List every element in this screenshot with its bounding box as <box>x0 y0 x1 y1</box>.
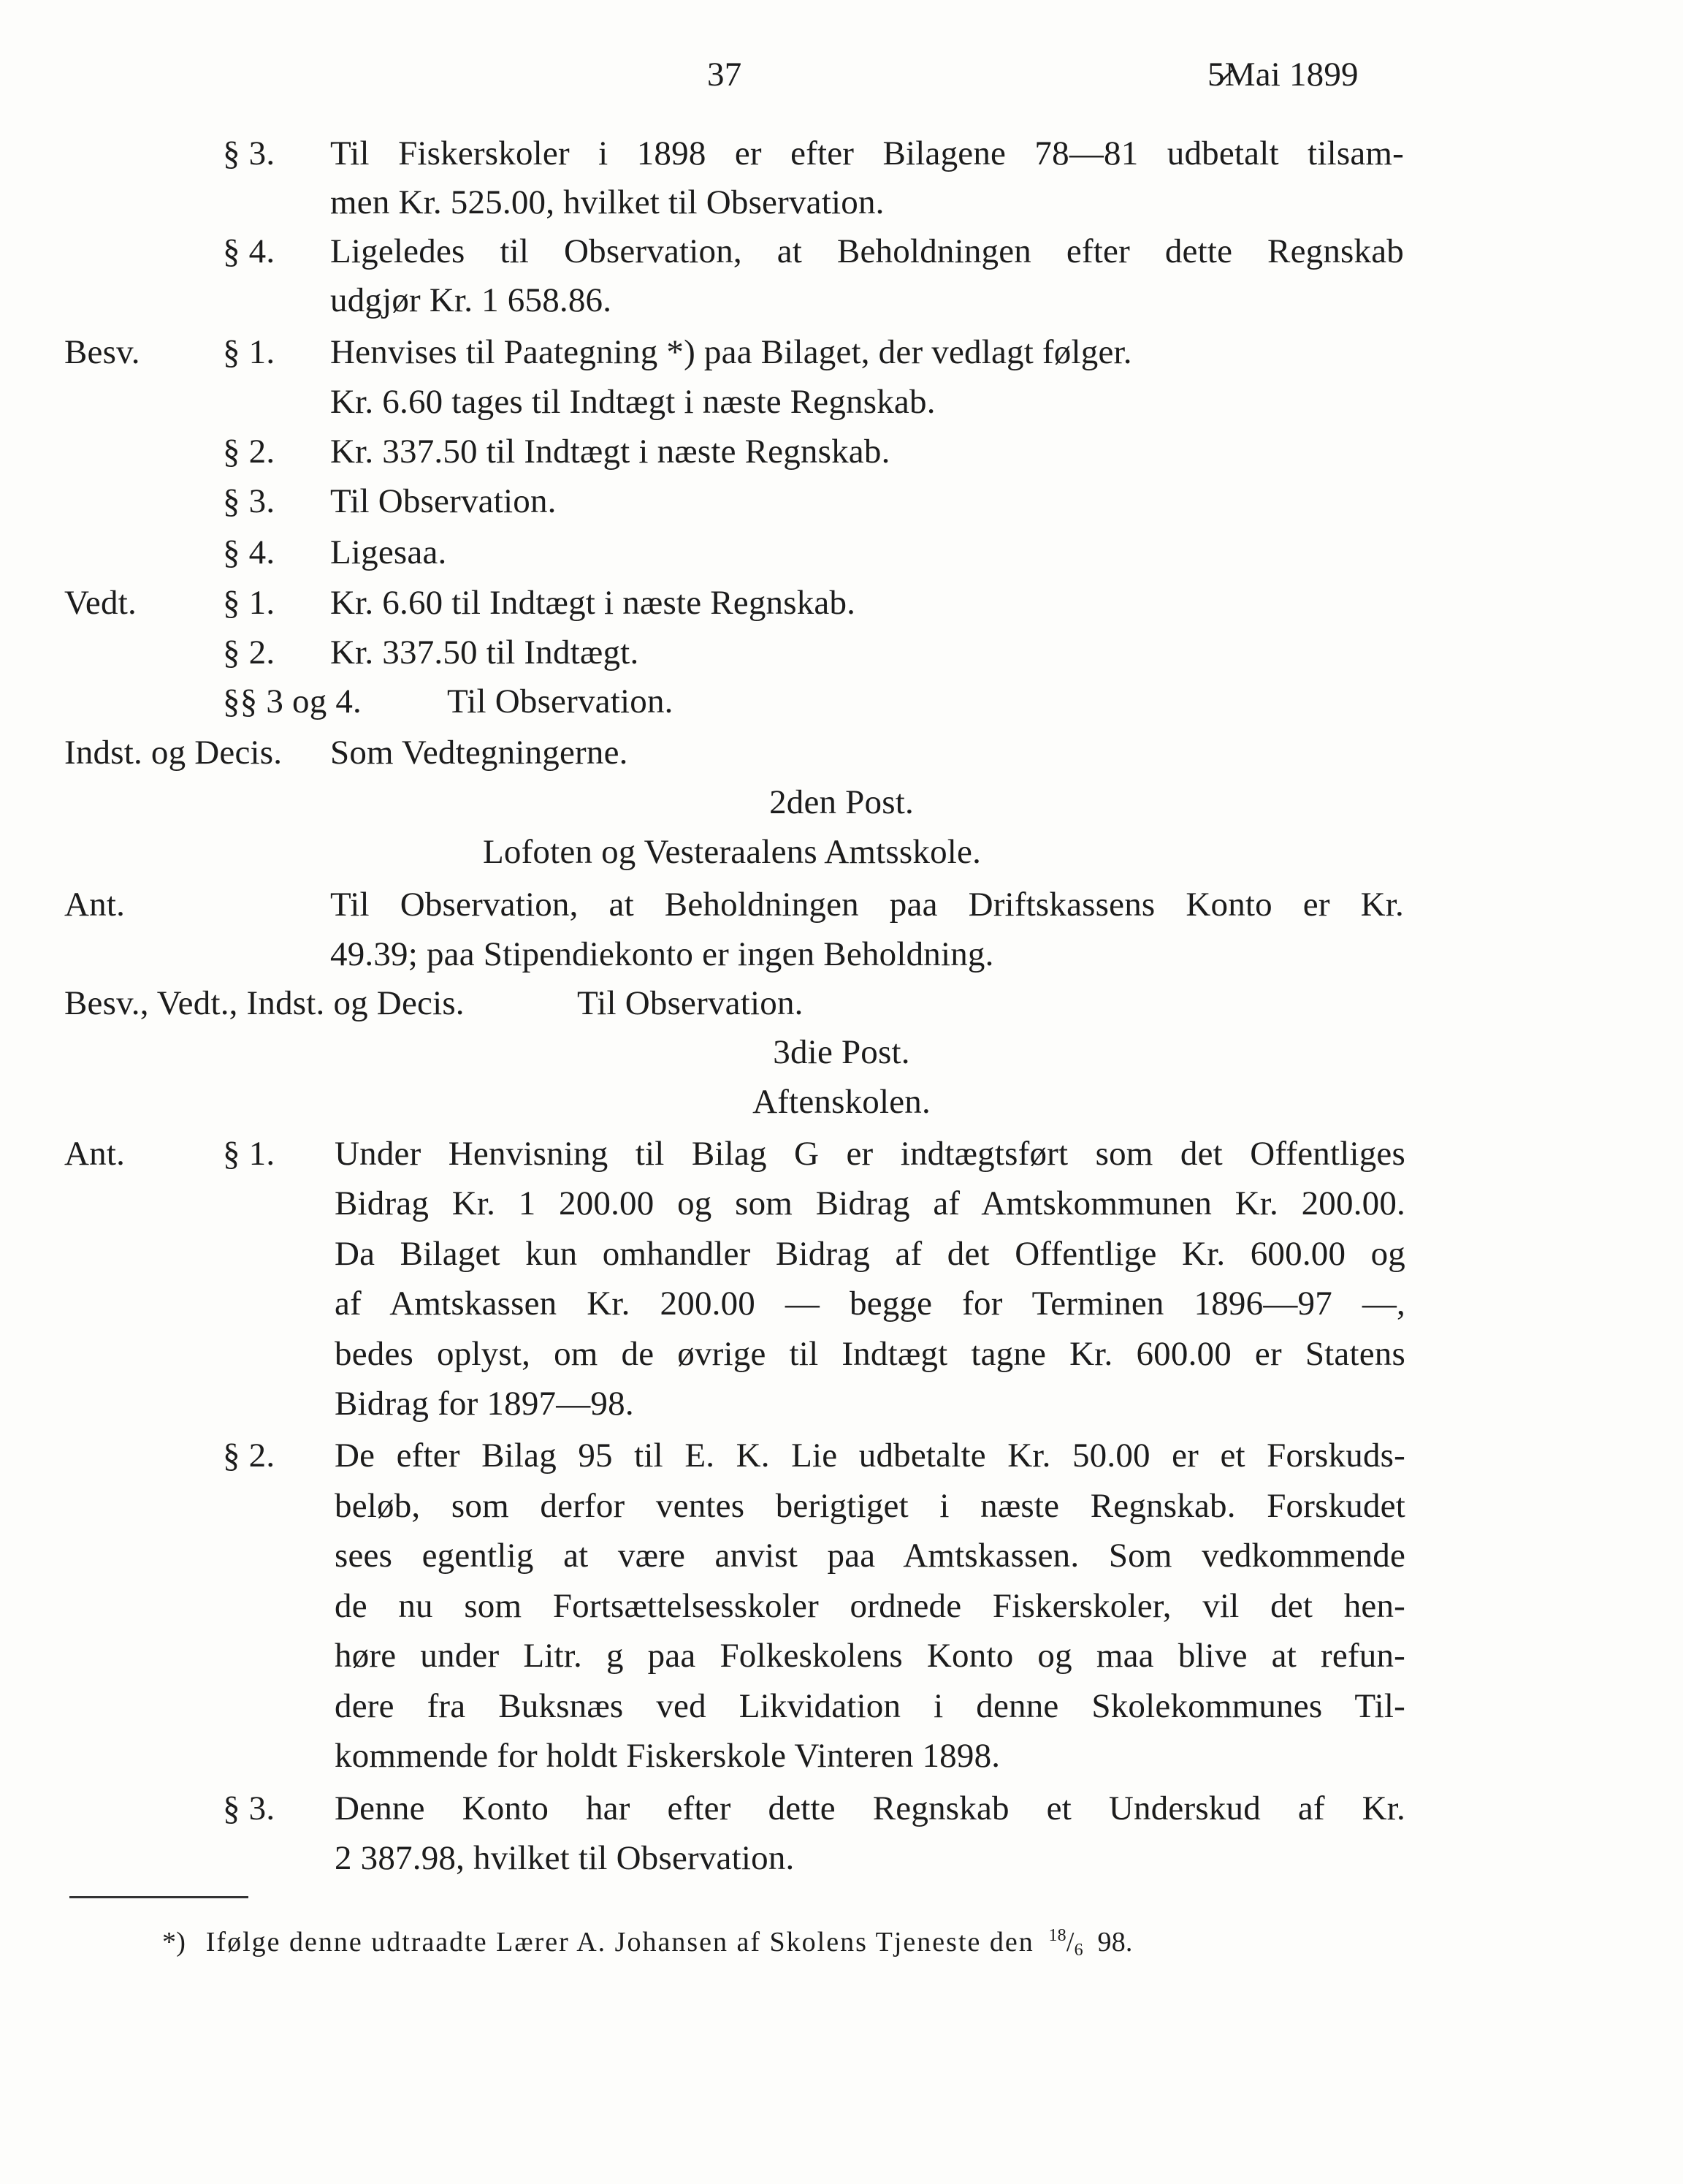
text-line: dere fra Buksnæs ved Likvidation i denne Skolekommunes Til- <box>335 1687 1405 1725</box>
text-line: sees egentlig at være anvist paa Amtskassen. Som vedkommende <box>335 1537 1405 1575</box>
text-line: Bidrag for 1897—98. <box>335 1385 634 1423</box>
text-line: Kr. 6.60 til Indtægt i næste Regnskab. <box>330 584 856 622</box>
text-line: Ligesaa. <box>330 533 447 571</box>
text-line: Til Observation. <box>330 482 557 520</box>
post-subheading: Lofoten og Vesteraalens Amtsskole. <box>482 833 982 871</box>
footnote-date-month: 6 <box>1074 1941 1083 1960</box>
margin-label-resolution: Besv., Vedt., Indst. og Decis. <box>64 984 465 1022</box>
footnote-date-day: 18 <box>1048 1926 1066 1945</box>
section-marker: § 2. <box>223 433 275 471</box>
section-marker: § 3. <box>223 134 275 172</box>
section-marker: § 3. <box>223 1789 275 1827</box>
text-line: 49.39; paa Stipendiekonto er ingen Beholdning. <box>330 935 994 973</box>
text-line: Som Vedtegningerne. <box>330 734 628 772</box>
text-line: Kr. 337.50 til Indtægt i næste Regnskab. <box>330 433 890 471</box>
text-line: de nu som Fortsættelsesskoler ordnede Fiskerskoler, vil det hen- <box>335 1587 1405 1625</box>
footnote-text: Ifølge denne udtraadte Lærer A. Johansen af Skolens Tjeneste den <box>205 1927 1034 1957</box>
section-marker: § 2. <box>223 1437 275 1475</box>
footnote-rule <box>69 1896 248 1898</box>
text-line: De efter Bilag 95 til E. K. Lie udbetalte Kr. 50.00 er et Forskuds- <box>335 1437 1405 1475</box>
text-line: beløb, som derfor ventes berigtiget i næste Regnskab. Forskudet <box>335 1487 1405 1525</box>
margin-label-vedt: Vedt. <box>64 584 137 622</box>
text-line: Til Observation. <box>447 682 673 720</box>
text-line: Kr. 337.50 til Indtægt. <box>330 633 639 671</box>
footnote <box>162 1917 1133 1968</box>
text-line: Til Fiskerskoler i 1898 er efter Bilagene 78—81 udbetalt tilsam- <box>330 134 1404 172</box>
post-heading: 3die Post. <box>773 1033 910 1071</box>
section-marker: §§ 3 og 4. <box>223 682 362 720</box>
section-marker: § 4. <box>223 232 275 270</box>
text-line: Da Bilaget kun omhandler Bidrag af det Offentlige Kr. 600.00 og <box>335 1235 1405 1273</box>
page-number: 37 <box>707 56 742 94</box>
text-line: Til Observation. <box>577 984 804 1022</box>
footnote-marker: *) <box>162 1927 186 1957</box>
section-marker: § 1. <box>223 333 275 371</box>
text-line: 2 387.98, hvilket til Observation. <box>335 1839 795 1877</box>
footnote-year: 98. <box>1097 1927 1133 1957</box>
text-line: men Kr. 525.00, hvilket til Observation. <box>330 183 885 221</box>
section-marker: § 1. <box>223 1135 275 1173</box>
text-line: Ligeledes til Observation, at Beholdningen efter dette Regnskab <box>330 232 1404 270</box>
text-line: Under Henvisning til Bilag G er indtægtsført som det Offentliges <box>335 1135 1405 1173</box>
section-marker: § 4. <box>223 533 275 571</box>
section-marker: § 1. <box>223 584 275 622</box>
text-line: høre under Litr. g paa Folkeskolens Konto og maa blive at refun- <box>335 1637 1405 1675</box>
post-subheading: Aftenskolen. <box>752 1083 931 1121</box>
footnote-date: $^{18}/_6$ <box>1048 1926 1083 1960</box>
page-date: 5̷Mai 1899 <box>1207 56 1359 94</box>
margin-label-ant: Ant. <box>64 1135 126 1173</box>
text-line: kommende for holdt Fiskerskole Vinteren 1898. <box>335 1737 1001 1775</box>
margin-label-indst: Indst. og Decis. <box>64 734 283 772</box>
margin-label-ant: Ant. <box>64 886 126 924</box>
text-line: bedes oplyst, om de øvrige til Indtægt tagne Kr. 600.00 er Statens <box>335 1335 1405 1373</box>
text-line: Denne Konto har efter dette Regnskab et Underskud af Kr. <box>335 1789 1405 1827</box>
text-line: af Amtskassen Kr. 200.00 — begge for Terminen 1896—97 —, <box>335 1285 1405 1323</box>
text-line: Bidrag Kr. 1 200.00 og som Bidrag af Amtskommunen Kr. 200.00. <box>335 1184 1405 1222</box>
text-line: Til Observation, at Beholdningen paa Driftskassens Konto er Kr. <box>330 886 1404 924</box>
text-line: udgjør Kr. 1 658.86. <box>330 281 612 319</box>
text-line: Kr. 6.60 tages til Indtægt i næste Regnskab. <box>330 383 936 421</box>
margin-label-besv: Besv. <box>64 333 140 371</box>
section-marker: § 2. <box>223 633 275 671</box>
text-line: Henvises til Paategning *) paa Bilaget, der vedlagt følger. <box>330 333 1132 371</box>
section-marker: § 3. <box>223 482 275 520</box>
post-heading: 2den Post. <box>769 783 914 821</box>
